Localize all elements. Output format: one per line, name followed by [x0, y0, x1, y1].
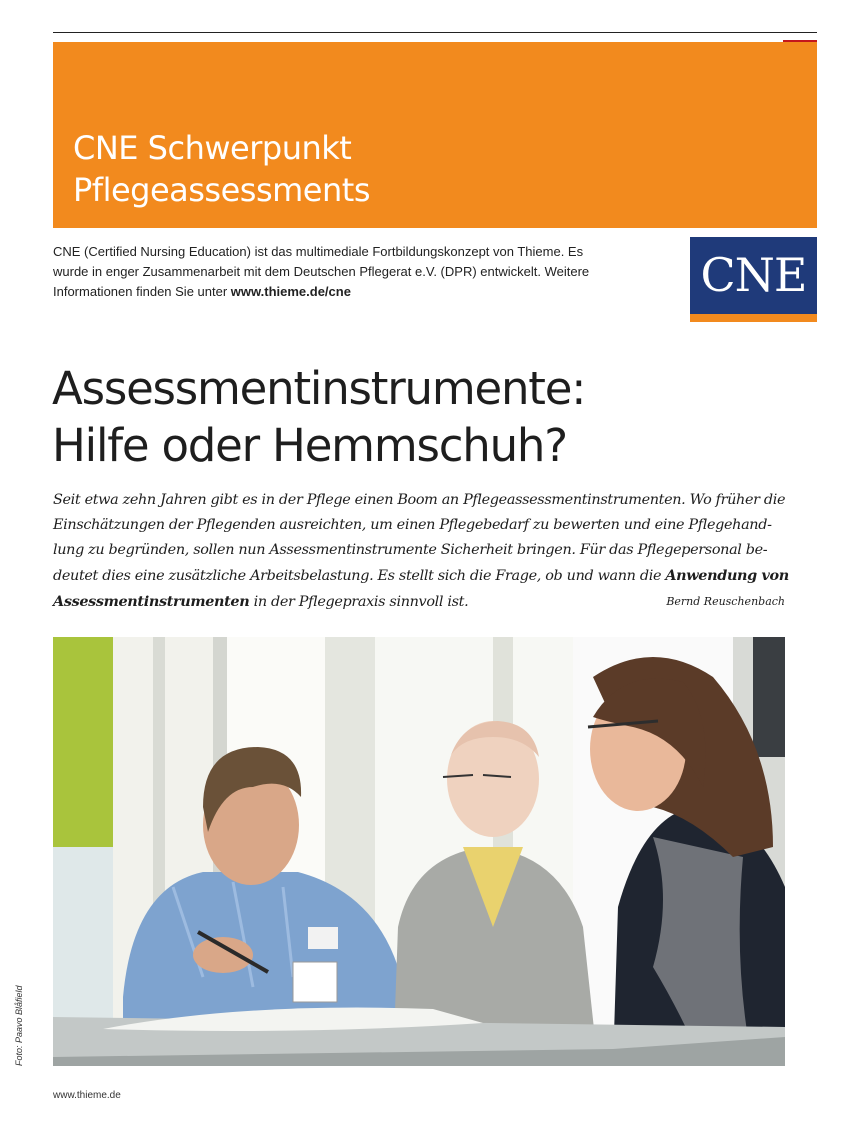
lead-line4-text: deutet dies eine zusätzliche Arbeitsbelastung. Es stellt sich die Frage, ob und wann die	[53, 568, 666, 584]
cne-logo	[690, 237, 817, 322]
intro-line1: CNE (Certified Nursing Education) ist das multimediale Fortbildungskonzept von Thieme. Es	[53, 244, 584, 259]
cne-logo-bar	[690, 314, 817, 322]
lead-line4	[53, 563, 789, 589]
intro-text	[53, 242, 653, 302]
headline-line2: Hilfe oder Hemmschuh?	[52, 419, 567, 472]
intro-line3: Informationen finden Sie unter	[53, 284, 231, 299]
banner-title-line2: Pflegeassessments	[73, 171, 370, 209]
footer-url[interactable]: www.thieme.de	[53, 1090, 121, 1101]
photo-credit: Foto: Paavo Blåfield	[14, 985, 24, 1066]
article-headline	[52, 360, 585, 474]
lead-line2: Einschätzungen der Pflegenden ausreichten, um einen Pflegebedarf zu bewerten und eine Pflegehand-	[53, 517, 772, 533]
section-banner	[53, 42, 817, 228]
banner-title	[73, 127, 370, 211]
lead-paragraph	[53, 488, 789, 615]
intro-link[interactable]: www.thieme.de/cne	[230, 284, 351, 299]
banner-title-line1: CNE Schwerpunkt	[73, 129, 352, 167]
intro-line2: wurde in enger Zusammenarbeit mit dem Deutschen Pflegerat e.V. (DPR) entwickelt. Weitere	[53, 264, 590, 279]
author-name: Bernd Reuschenbach	[666, 595, 785, 608]
cne-logo-text: CNE	[700, 248, 807, 302]
headline-line1: Assessmentinstrumente:	[52, 362, 586, 415]
lead-line5-text: in der Pflegepraxis sinnvoll ist.	[249, 594, 469, 610]
lead-line1: Seit etwa zehn Jahren gibt es in der Pflege einen Boom an Pflegeassessmentinstrumenten. Wo früher die	[53, 492, 786, 508]
article-photo	[53, 637, 785, 1066]
top-rule	[53, 32, 817, 33]
lead-line4-bold: Anwendung von	[665, 567, 789, 584]
lead-line3: lung zu begründen, sollen nun Assessmentinstrumente Sicherheit bringen. Für das Pflegepersonal be-	[53, 542, 768, 558]
photo-illustration	[53, 637, 785, 1066]
lead-line5-bold: Assessmentinstrumenten	[53, 593, 250, 610]
